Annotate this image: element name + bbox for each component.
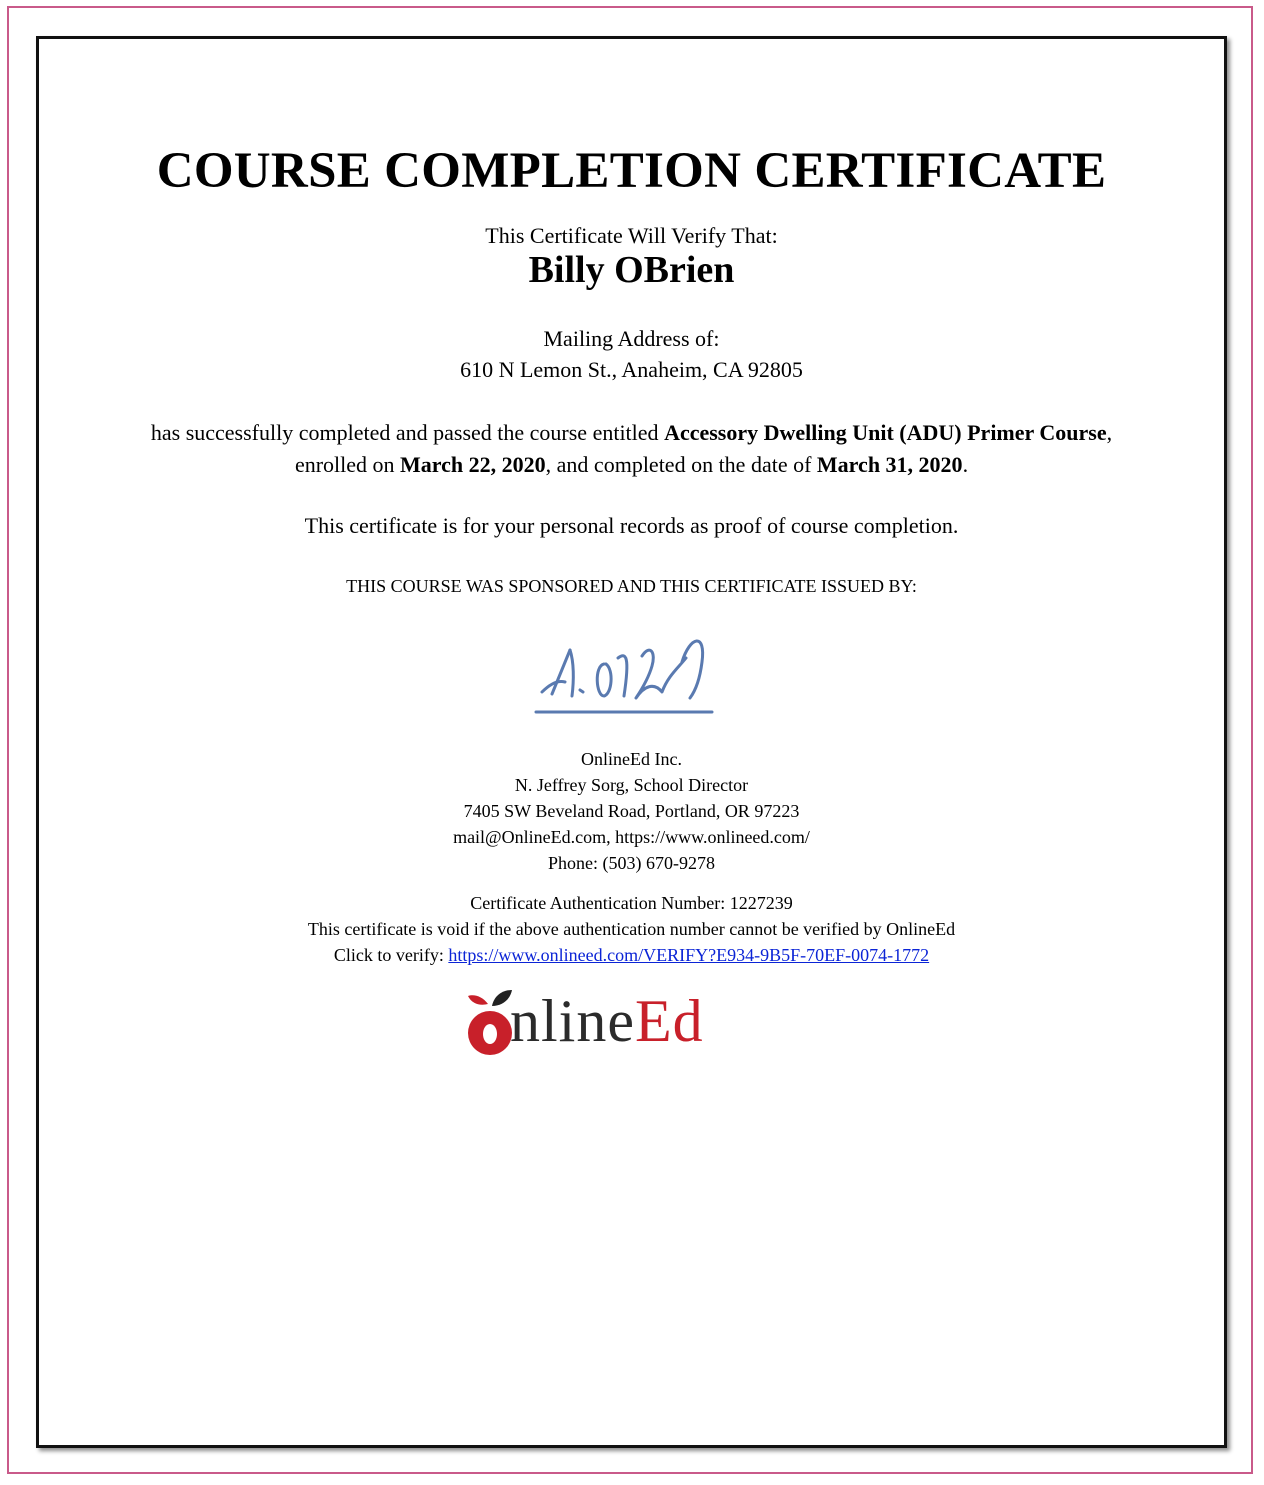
signature-stroke: [636, 650, 686, 698]
statement-text: has successfully completed and passed the course entitled: [150, 420, 665, 445]
recipient-name: Billy OBrien: [528, 249, 735, 291]
apple-core: [483, 1024, 497, 1044]
mailing-address: 610 N Lemon St., Anaheim, CA 92805: [460, 357, 803, 382]
signature-stroke: [597, 664, 611, 696]
sponsor-heading: THIS COURSE WAS SPONSORED AND THIS CERTIFICATE ISSUED BY:: [346, 576, 917, 596]
issuer-address: 7405 SW Beveland Road, Portland, OR 97223: [463, 801, 800, 821]
apple-icon: [466, 986, 514, 1060]
completion-statement-line-2: [36, 452, 1227, 478]
certificate-title: COURSE COMPLETION CERTIFICATE: [156, 143, 1107, 199]
completion-statement-line-1: [36, 420, 1227, 446]
enrolled-date: March 22, 2020: [400, 452, 546, 477]
issuer-name: OnlineEd Inc.: [581, 749, 682, 769]
signature-stroke: [552, 650, 570, 694]
issuer-director: N. Jeffrey Sorg, School Director: [514, 775, 749, 795]
verify-line: [36, 945, 1227, 966]
onlineed-logo: [466, 982, 788, 1062]
completed-date: March 31, 2020: [816, 452, 963, 477]
issuer-contact: mail@OnlineEd.com, https://www.onlineed.com/: [453, 827, 810, 847]
personal-records-note: This certificate is for your personal records as proof of course completion.: [304, 513, 959, 538]
statement-text: , and completed on the date of: [545, 452, 817, 477]
director-signature: [530, 622, 720, 722]
verify-label: Click to verify:: [333, 945, 449, 965]
authentication-number: Certificate Authentication Number: 1227239: [470, 893, 793, 913]
leaf-icon: [492, 990, 512, 1006]
statement-text: ,: [1106, 420, 1113, 445]
verify-link[interactable]: https://www.onlineed.com/VERIFY?E934-9B5F-70EF-0074-1772: [448, 945, 930, 965]
logo-wordmark: [510, 986, 704, 1056]
mailing-address-label: Mailing Address of:: [543, 326, 720, 351]
verify-intro-text: This Certificate Will Verify That:: [485, 223, 778, 248]
issuer-phone: Phone: (503) 670-9278: [548, 853, 715, 873]
leaf-icon: [468, 995, 488, 1004]
logo-text-online: nline: [510, 988, 635, 1054]
logo-text-ed: Ed: [634, 988, 704, 1054]
signature-stroke: [618, 656, 627, 696]
statement-text: .: [962, 452, 969, 477]
course-name: Accessory Dwelling Unit (ADU) Primer Course: [664, 420, 1107, 445]
signature-stroke: [682, 641, 703, 698]
signature-stroke: [570, 650, 573, 696]
void-notice: This certificate is void if the above authentication number cannot be verified by OnlineEd: [307, 919, 956, 939]
signature-stroke: [580, 690, 583, 692]
statement-text: enrolled on: [294, 452, 401, 477]
